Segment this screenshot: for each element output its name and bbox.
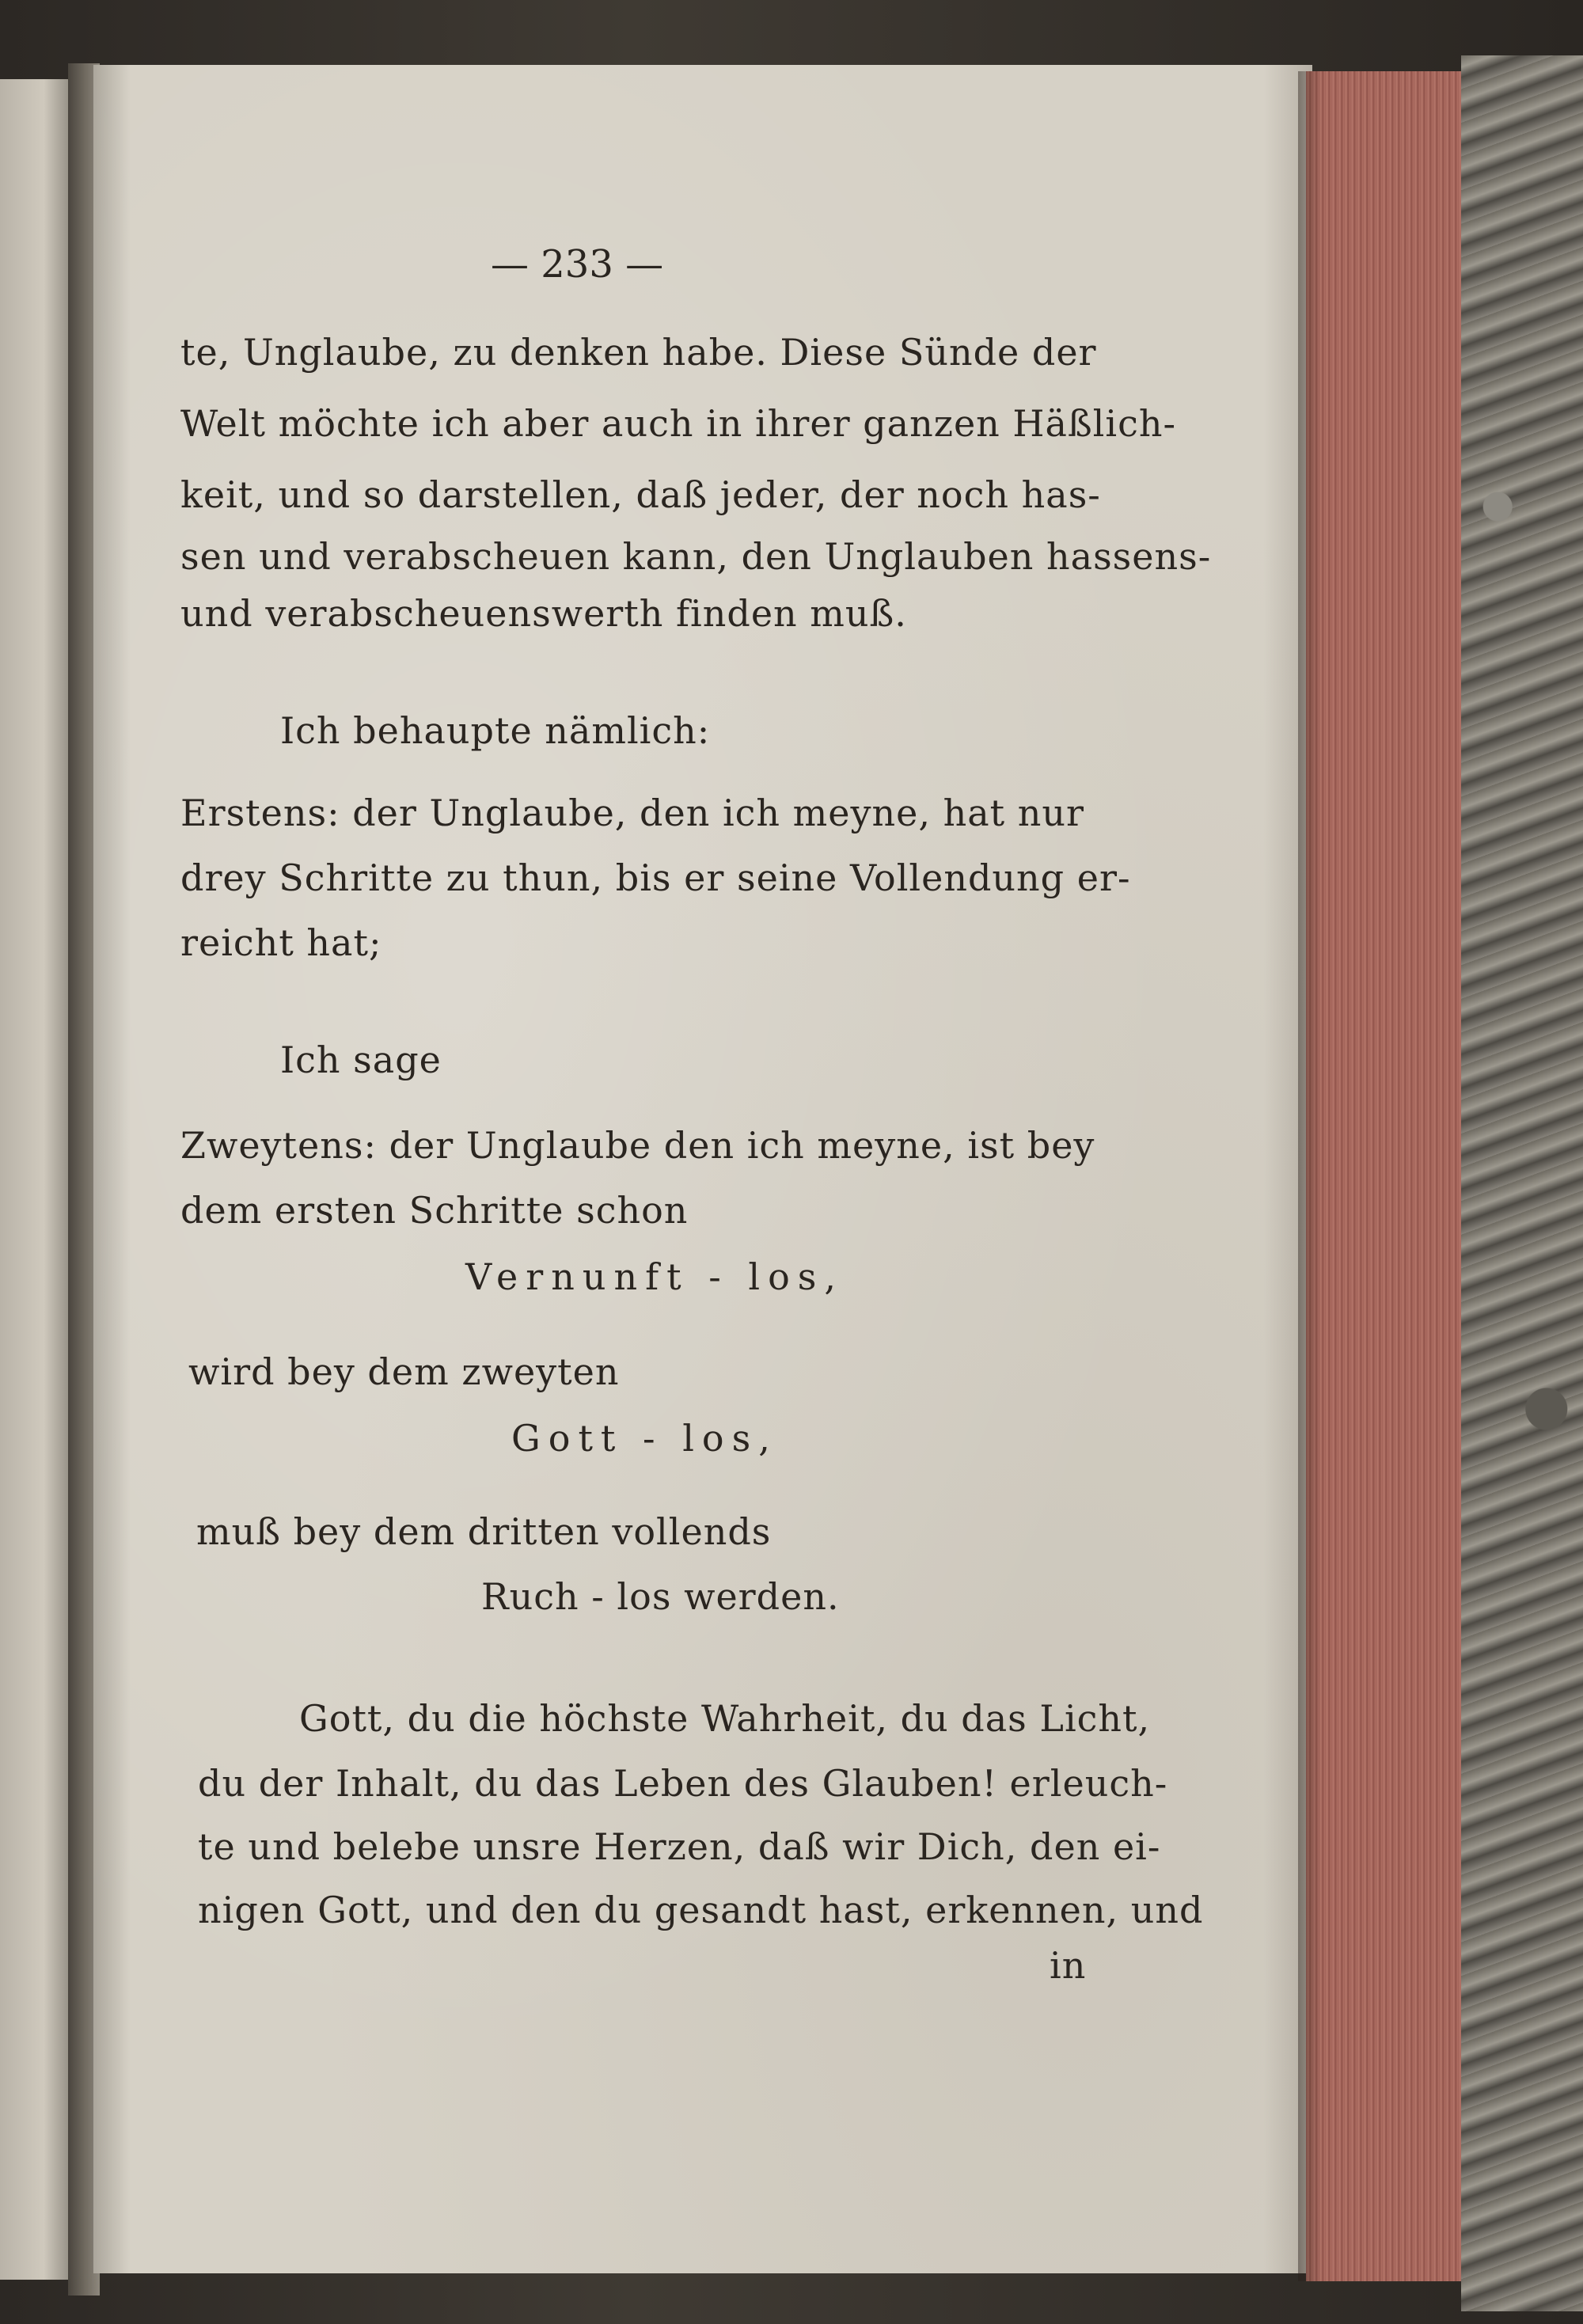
text-line: drey Schritte zu thun, bis er seine Vollendung er- [180, 856, 1131, 899]
text-line: Gott, du die höchste Wahrheit, du das Licht, [299, 1697, 1151, 1740]
page-block-edge [1306, 71, 1464, 2281]
text-line: reicht hat; [180, 921, 382, 964]
text-line: Welt möchte ich aber auch in ihrer ganzen Häßlich- [180, 402, 1177, 445]
right-page [93, 65, 1312, 2273]
marbled-cover [1461, 55, 1583, 2311]
text-line: keit, und so darstellen, daß jeder, der noch has- [180, 473, 1101, 516]
text-line: muß bey dem dritten vollends [196, 1510, 772, 1553]
page-number: — 233 — [491, 242, 664, 287]
text-line: Zweytens: der Unglaube den ich meyne, ist bey [180, 1124, 1095, 1167]
emphasized-line: Gott - los, [511, 1417, 778, 1460]
text-line: sen und verabscheuen kann, den Unglauben hassens- [180, 535, 1212, 578]
text-line: und verabscheuenswerth finden muß. [180, 592, 907, 635]
text-line: te, Unglaube, zu denken habe. Diese Sünde der [180, 331, 1097, 374]
text-line: Erstens: der Unglaube, den ich meyne, hat nur [180, 792, 1084, 834]
emphasized-line: Vernunft - los, [465, 1255, 845, 1298]
text-line: te und belebe unsre Herzen, daß wir Dich, den ei- [198, 1825, 1161, 1868]
page-edge-shadow [1298, 71, 1322, 2281]
text-line: dem ersten Schritte schon [180, 1189, 689, 1232]
catchword: in [1050, 1944, 1087, 1987]
text-line: Ich sage [280, 1039, 442, 1081]
text-line: nigen Gott, und den du gesandt hast, erkennen, und [198, 1889, 1204, 1931]
text-line: du der Inhalt, du das Leben des Glauben! erleuch- [198, 1762, 1168, 1805]
left-facing-page [0, 79, 73, 2280]
text-line: wird bey dem zweyten [188, 1350, 620, 1393]
text-line: Ich behaupte nämlich: [280, 709, 711, 752]
emphasized-line: Ruch - los werden. [481, 1575, 840, 1618]
